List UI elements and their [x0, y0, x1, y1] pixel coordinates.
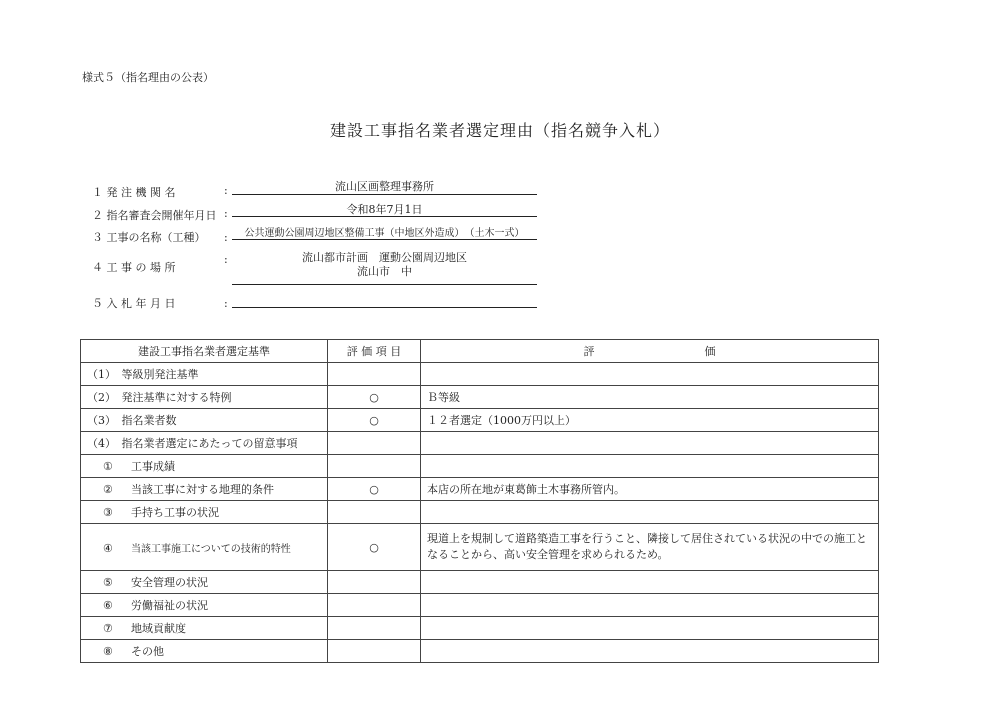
- table-row: [81, 571, 879, 594]
- agency-underline: [232, 194, 537, 195]
- row-num: ⑥: [103, 599, 113, 612]
- header-evaluation: 評 価: [421, 340, 879, 363]
- location-label: ４ 工 事 の 場 所: [92, 261, 176, 274]
- row-eval: [421, 640, 879, 663]
- header-eval-item: 評 価 項 目: [328, 340, 421, 363]
- row-eval: [421, 363, 879, 386]
- table-row: [81, 478, 879, 501]
- row-criterion-cell: [81, 594, 328, 617]
- row-num: ①: [103, 460, 113, 473]
- row-mark: [328, 571, 421, 594]
- table-row: [81, 617, 879, 640]
- row-eval: １２者選定（1000万円以上）: [421, 409, 879, 432]
- row-num: ②: [103, 483, 113, 496]
- agency-colon: :: [224, 184, 228, 197]
- row-criterion: （3） 指名業者数: [81, 409, 328, 432]
- row-mark: ○: [328, 524, 421, 571]
- date-underline: [232, 216, 537, 217]
- date-label: ２ 指名審査会開催年月日: [92, 209, 217, 222]
- row-criterion-cell: [81, 617, 328, 640]
- row-eval: Ｂ等級: [421, 386, 879, 409]
- row-criterion: 地域貢献度: [131, 622, 186, 635]
- page-title: 建設工事指名業者選定理由（指名競争入札）: [329, 121, 670, 140]
- row-mark: ○: [328, 386, 421, 409]
- row-mark: ○: [328, 478, 421, 501]
- bid-date-underline: [232, 307, 537, 308]
- table-row: [81, 409, 879, 432]
- location-value-line1: 流山都市計画 運動公園周辺地区: [302, 251, 467, 264]
- table-row: [81, 386, 879, 409]
- row-criterion: 工事成績: [131, 460, 175, 473]
- row-criterion-cell: [81, 640, 328, 663]
- row-mark: [328, 501, 421, 524]
- row-eval: 本店の所在地が東葛飾土木事務所管内。: [421, 478, 879, 501]
- row-criterion-cell: [81, 524, 328, 571]
- row-criterion-cell: [81, 478, 328, 501]
- row-criterion: 労働福祉の状況: [131, 599, 208, 612]
- row-mark: ○: [328, 409, 421, 432]
- row-num: ③: [103, 506, 113, 519]
- row-criterion-cell: [81, 501, 328, 524]
- row-criterion: その他: [131, 645, 164, 658]
- date-colon: :: [224, 207, 228, 220]
- row-criterion: 当該工事施工についての技術的特性: [131, 543, 291, 555]
- form-label: 様式５（指名理由の公表）: [82, 71, 214, 84]
- table-row: [81, 501, 879, 524]
- agency-label: １ 発 注 機 関 名: [92, 186, 176, 199]
- header-criteria: 建設工事指名業者選定基準: [81, 340, 328, 363]
- row-criterion: （2） 発注基準に対する特例: [81, 386, 328, 409]
- row-num: ⑧: [103, 645, 113, 658]
- table-row: [81, 640, 879, 663]
- location-underline: [232, 284, 537, 285]
- table-row: [81, 363, 879, 386]
- location-value-line2: 流山市 中: [357, 265, 412, 278]
- row-mark: [328, 617, 421, 640]
- table-header-row: [81, 340, 879, 363]
- row-eval: [421, 571, 879, 594]
- table-row: [81, 594, 879, 617]
- row-criterion: 手持ち工事の状況: [131, 506, 219, 519]
- row-eval: [421, 617, 879, 640]
- row-eval: [421, 455, 879, 478]
- row-mark: [328, 363, 421, 386]
- row-mark: [328, 455, 421, 478]
- bid-date-colon: :: [224, 297, 228, 310]
- row-eval: [421, 501, 879, 524]
- work-name-underline: [232, 239, 537, 240]
- row-eval: [421, 432, 879, 455]
- work-name-label: ３ 工事の名称（工種）: [92, 231, 206, 244]
- row-criterion: 当該工事に対する地理的条件: [131, 483, 274, 496]
- bid-date-label: ５ 入 札 年 月 日: [92, 297, 176, 310]
- row-criterion: （1） 等級別発注基準: [81, 363, 328, 386]
- work-name-value: 公共運動公園周辺地区整備工事（中地区外造成） （土木一式）: [244, 228, 525, 239]
- row-criterion-cell: [81, 455, 328, 478]
- row-num: ④: [103, 541, 113, 555]
- criteria-table: [80, 339, 879, 663]
- date-value: 令和8年7月1日: [346, 203, 423, 216]
- agency-value: 流山区画整理事務所: [335, 180, 434, 193]
- row-mark: [328, 432, 421, 455]
- row-criterion: （4） 指名業者選定にあたっての留意事項: [81, 432, 328, 455]
- work-name-colon: :: [224, 231, 228, 244]
- table-row: [81, 524, 879, 571]
- row-num: ⑦: [103, 622, 113, 635]
- row-criterion-cell: [81, 571, 328, 594]
- row-mark: [328, 640, 421, 663]
- table-row: [81, 455, 879, 478]
- row-eval: 現道上を規制して道路築造工事を行うこと、隣接して居住されている状況の中での施工となることから、高い安全管理を求められるため。: [421, 524, 879, 571]
- row-num: ⑤: [103, 576, 113, 589]
- location-colon: :: [224, 253, 228, 266]
- table-row: [81, 432, 879, 455]
- row-eval: [421, 594, 879, 617]
- row-mark: [328, 594, 421, 617]
- row-criterion: 安全管理の状況: [131, 576, 208, 589]
